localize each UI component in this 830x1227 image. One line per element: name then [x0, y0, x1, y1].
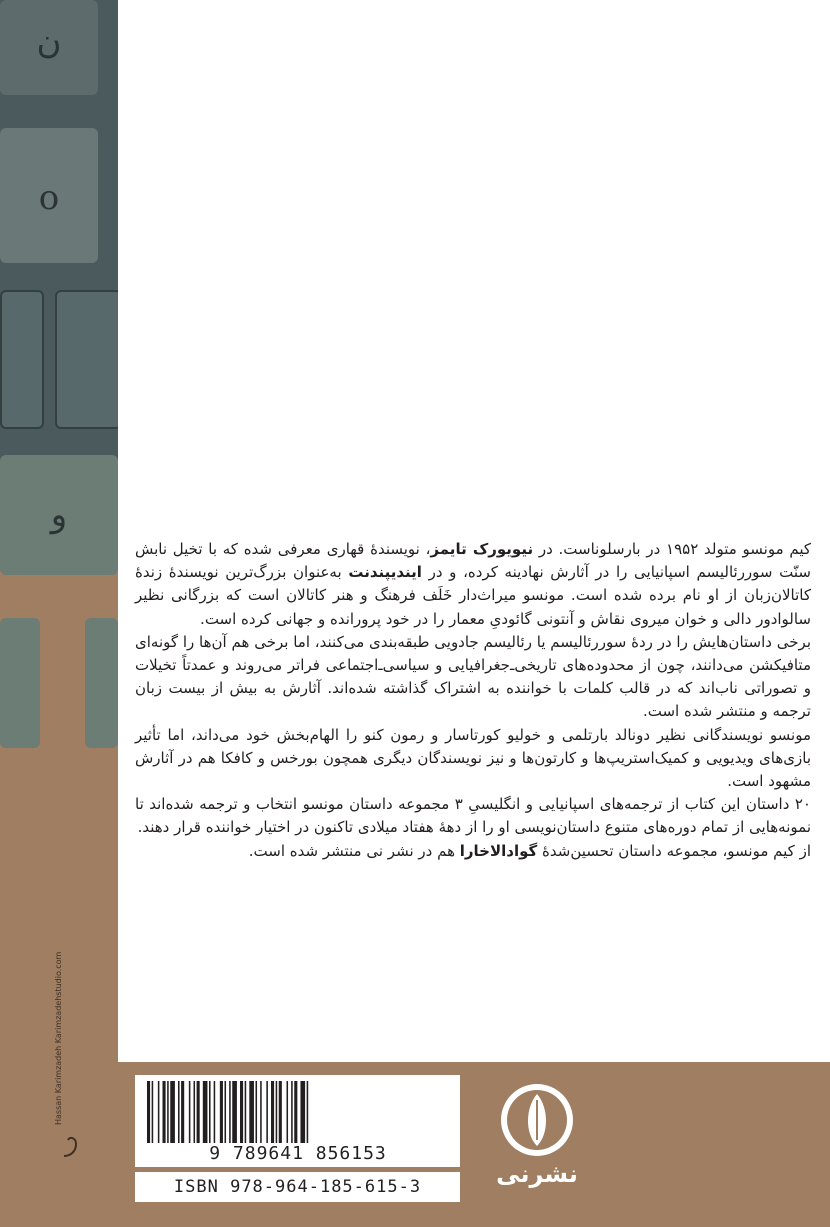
barcode-bar	[194, 1081, 196, 1143]
publisher-name: نشرنی	[496, 1160, 578, 1188]
spine-tile	[0, 290, 44, 429]
barcode-bar	[249, 1081, 254, 1143]
text-run: ، نویسندهٔ قهاری معرفی شده که با تخیل نابش سنّت سوررئالیسم اسپانیایی را در آثارش نهادینه کرده، و در	[135, 540, 811, 582]
barcode-bar	[291, 1081, 293, 1143]
barcode-bar	[307, 1081, 309, 1143]
barcode-bar	[294, 1081, 297, 1143]
barcode-bar	[163, 1081, 166, 1143]
barcode-bar	[189, 1081, 191, 1143]
barcode-bar	[167, 1081, 169, 1143]
barcode-digits: 9 789641 856153	[209, 1143, 387, 1164]
paragraph: برخی داستان‌هایش را در ردهٔ سوررئالیسم یا رئالیسم جادویی طبقه‌بندی می‌کنند، اما برخی هم آن‌ها را گونه‌ای متافیکشن می‌دانند، چون از محدوده‌های تاریخی‌ـ‌جغرافیایی و سیاسی‌ـ‌اجتماعی فراتر می‌روند و عمدتاً تخیلات و تصوراتی ناب‌اند که در قالب کلمات با خواننده به اشتراک گذاشته شده‌اند. آثارش به بیش از بیست زبان ترجمه و منتشر شده است.	[135, 632, 811, 721]
spine-tile	[85, 618, 118, 748]
publisher-logo	[487, 1080, 587, 1190]
spine-letter: و	[50, 495, 68, 535]
text-run: از کیم مونسو، مجموعه داستان تحسین‌شدهٔ	[537, 841, 811, 860]
barcode-bar	[152, 1081, 154, 1143]
barcode-bar	[181, 1081, 184, 1143]
barcode-bars	[143, 1081, 453, 1143]
barcode-bar	[276, 1081, 278, 1143]
barcode-bar	[260, 1081, 262, 1143]
barcode-bar	[266, 1081, 268, 1143]
text-run: کیم مونسو متولد ۱۹۵۲ در بارسلوناست. در	[533, 540, 811, 558]
back-cover-blurb	[135, 538, 811, 863]
barcode-bar	[229, 1081, 231, 1143]
spine-tile	[55, 290, 118, 429]
spine-tile	[0, 128, 98, 263]
barcode-bar	[240, 1081, 243, 1143]
newspaper-title: ایندیپندنت	[348, 563, 422, 582]
barcode-bar	[232, 1081, 237, 1143]
spine-panel	[0, 0, 118, 1227]
signature-icon	[60, 1130, 82, 1160]
newspaper-title: نیویورک تایمز	[430, 540, 534, 558]
barcode-bar	[220, 1081, 223, 1143]
paragraph: ۲۰ داستان این کتاب از ترجمه‌های اسپانیایی و انگلیسیِ ۳ مجموعه داستان مونسو انتخاب و ترجمه شده‌اند تا نمونه‌هایی از تمام دوره‌های متنوع داستان‌نویسی او را از دههٔ هفتاد میلادی تاکنون در اختیار خواننده قرار دهند.	[135, 795, 811, 837]
spine-tile	[0, 455, 118, 575]
barcode-bar	[158, 1081, 160, 1143]
barcode-bar	[245, 1081, 247, 1143]
barcode-bar	[256, 1081, 258, 1143]
barcode-bar	[147, 1081, 150, 1143]
paragraph: مونسو نویسندگانی نظیر دونالد بارتلمی و خولیو کورتاسار و رمون کنو را الهام‌بخش خود می‌داند، اما تأثیر بازی‌های ویدیویی و کمیک‌استریپ‌ها و کارتون‌ها و نیز نویسندگان دیگری همچون بورخس و کافکا هم در آثارش مشهود است.	[135, 725, 811, 791]
nashr-e-ney-logo-icon	[487, 1080, 587, 1160]
barcode-bar	[178, 1081, 180, 1143]
spine-tile	[0, 0, 98, 95]
paragraph	[135, 538, 811, 631]
book-title: گوادالاخارا	[459, 841, 538, 860]
spine-letter: ن	[36, 22, 62, 62]
isbn: ISBN 978-964-185-615-3	[135, 1172, 460, 1202]
barcode	[135, 1075, 460, 1167]
barcode-bar	[287, 1081, 289, 1143]
barcode-bar	[225, 1081, 227, 1143]
barcode-bar	[271, 1081, 274, 1143]
text-run: به‌عنوان بزرگ‌ترین نویسندهٔ زندهٔ کاتالان‌زبان از او نام برده شده است. مونسو میراث‌دار خَلَف فرهنگ و هنر کاتالان است که بزرگانی نظیر سالوادور دالی و خوان میروی نقاش و آنتونی گائودیِ معمار را در خود پرورانده و جهانی کرده است.	[135, 563, 811, 628]
spine-tile	[0, 618, 40, 748]
barcode-bar	[170, 1081, 175, 1143]
barcode-bar	[197, 1081, 200, 1143]
designer-credit: Hassan Karimzadeh Karimzadehstudio.com	[54, 951, 63, 1125]
barcode-bar	[279, 1081, 282, 1143]
barcode-bar	[203, 1081, 208, 1143]
barcode-bar	[300, 1081, 305, 1143]
barcode-bar	[209, 1081, 211, 1143]
barcode-bar	[214, 1081, 216, 1143]
spine-letter: o	[38, 178, 60, 218]
paragraph	[135, 840, 811, 863]
text-run: هم در نشر نی منتشر شده است.	[248, 841, 460, 860]
